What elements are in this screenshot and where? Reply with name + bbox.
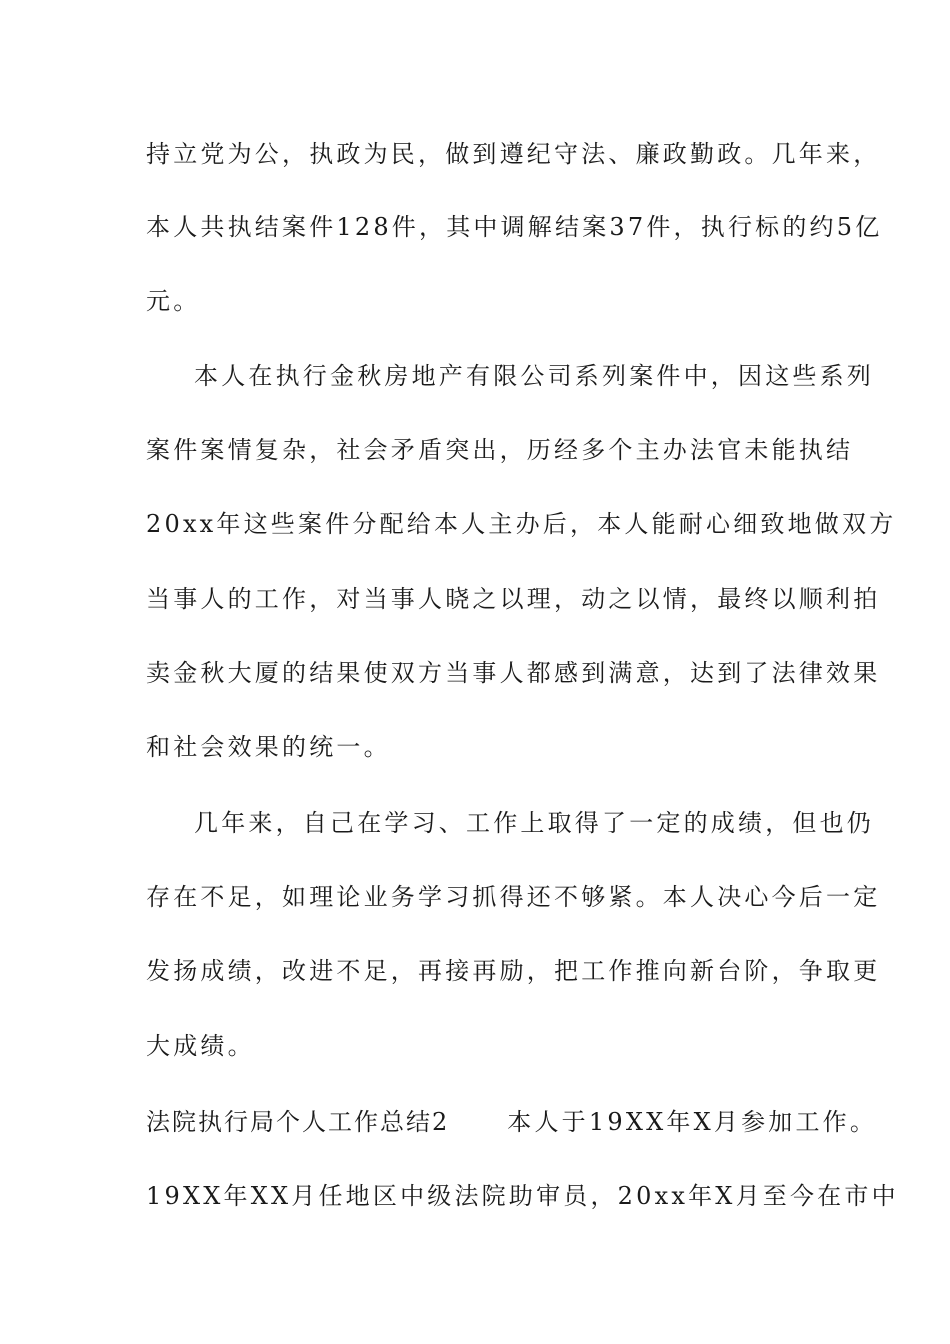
paragraph-line: 19XX年XX月任地区中级法院助审员，20xx年X月至今在市中 bbox=[146, 1182, 899, 1210]
paragraph-line: 和社会效果的统一。 bbox=[146, 733, 391, 761]
paragraph-line: 大成绩。 bbox=[146, 1032, 255, 1060]
section-heading-line bbox=[146, 1107, 878, 1137]
paragraph-line: 卖金秋大厦的结果使双方当事人都感到满意，达到了法律效果 bbox=[146, 659, 881, 687]
paragraph-line: 持立党为公，执政为民，做到遵纪守法、廉政勤政。几年来， bbox=[146, 140, 881, 168]
paragraph-line: 本人共执结案件128件，其中调解结案37件，执行标的约5亿 bbox=[146, 213, 883, 241]
paragraph-line: 20xx年这些案件分配给本人主办后，本人能耐心细致地做双方 bbox=[146, 510, 897, 538]
paragraph-line: 当事人的工作，对当事人晓之以理，动之以情，最终以顺利拍 bbox=[146, 585, 881, 613]
paragraph-line: 发扬成绩，改进不足，再接再励，把工作推向新台阶，争取更 bbox=[146, 957, 881, 985]
paragraph-line: 本人在执行金秋房地产有限公司系列案件中，因这些系列 bbox=[194, 362, 874, 390]
paragraph-line: 案件案情复杂，社会矛盾突出，历经多个主办法官未能执结 bbox=[146, 436, 854, 464]
paragraph-line: 元。 bbox=[146, 287, 201, 315]
section-title: 法院执行局个人工作总结2 bbox=[146, 1108, 450, 1136]
paragraph-line: 存在不足，如理论业务学习抓得还不够紧。本人决心今后一定 bbox=[146, 883, 881, 911]
paragraph-line: 几年来，自己在学习、工作上取得了一定的成绩，但也仍 bbox=[194, 809, 874, 837]
section-first-line: 本人于19XX年X月参加工作。 bbox=[507, 1108, 878, 1136]
